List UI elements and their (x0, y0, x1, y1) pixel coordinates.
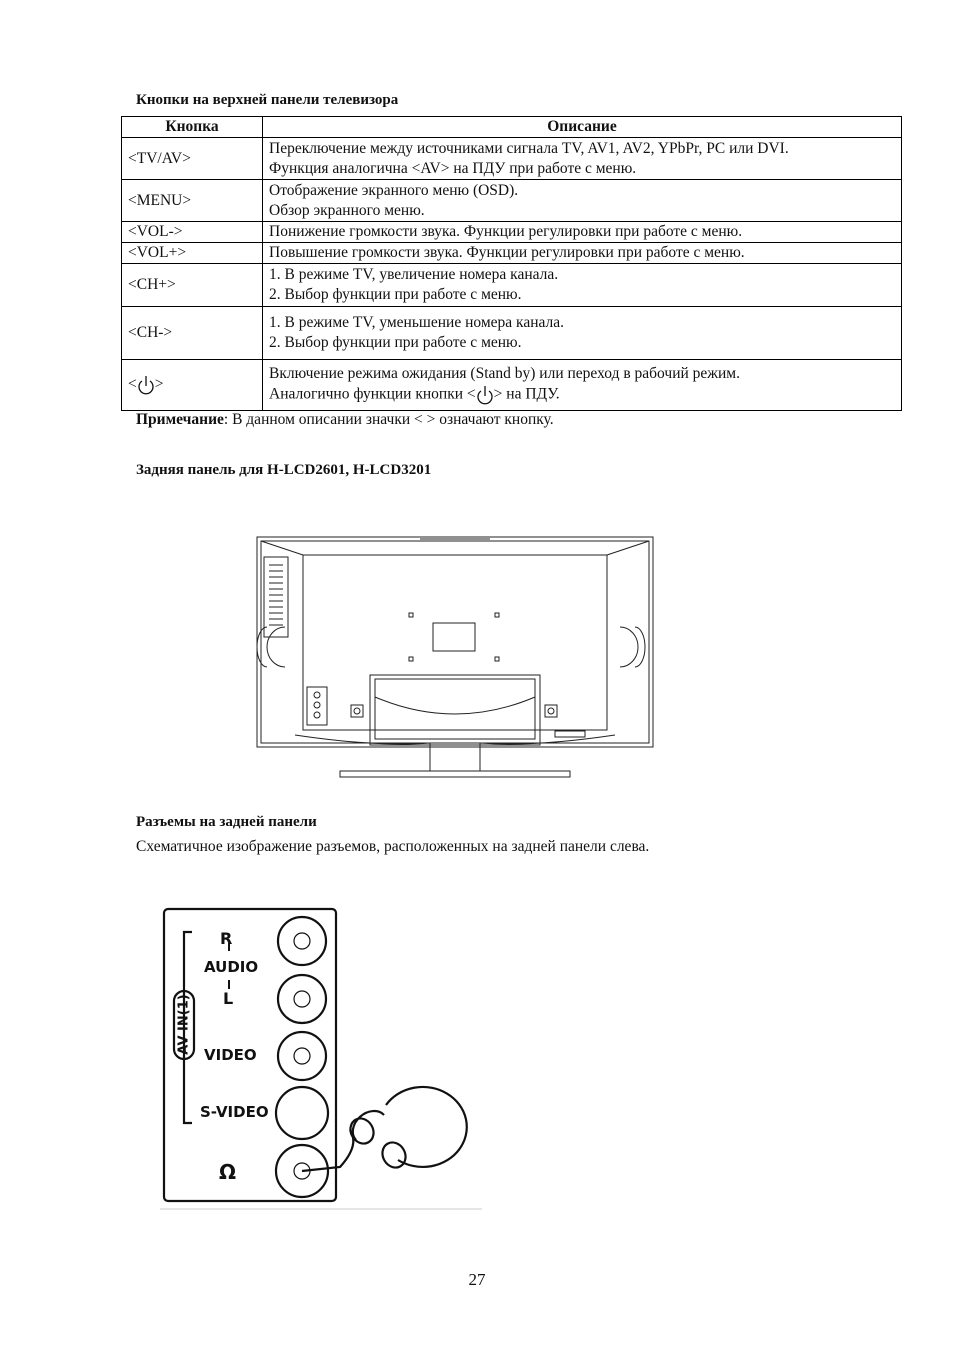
button-description (263, 180, 902, 222)
headphone-icon: Ω (219, 1160, 237, 1184)
description-line: 1. В режиме TV, уменьшение номера канала. (269, 314, 564, 331)
button-name: <VOL+> (122, 243, 263, 264)
power-icon (476, 384, 494, 406)
buttons-table (121, 116, 902, 411)
description-fragment: > на ПДУ. (493, 385, 560, 403)
note (136, 411, 554, 429)
section1-heading: Кнопки на верхней панели телевизора (136, 92, 399, 108)
description-line (269, 384, 895, 406)
button-name: <VOL-> (122, 222, 263, 243)
note-label: Примечание (136, 411, 224, 428)
note-text: : В данном описании значки < > означают кнопку. (223, 411, 554, 428)
button-description (263, 360, 902, 411)
button-description (263, 138, 902, 180)
button-description: Понижение громкости звука. Функции регулировки при работе с меню. (263, 222, 902, 243)
description-line: Функция аналогична <AV> на ПДУ при работе с меню. (269, 159, 637, 177)
col-header-description: Описание (263, 117, 902, 138)
button-name: <TV/AV> (122, 138, 263, 180)
button-name: <CH-> (122, 307, 263, 360)
button-description (263, 307, 902, 360)
description-line: 2. Выбор функции при работе с меню. (269, 286, 522, 303)
bracket-open: < (128, 375, 137, 393)
description-line: Переключение между источниками сигнала TV, AV1, AV2, YPbPr, PC или DVI. (269, 139, 789, 157)
button-name: <CH+> (122, 264, 263, 307)
button-name (122, 360, 263, 411)
description-line: 2. Выбор функции при работе с меню. (269, 334, 522, 351)
tv-rear-panel-image (255, 535, 660, 780)
button-description (263, 264, 902, 307)
table-row (122, 180, 902, 222)
section2-heading: Задняя панель для H-LCD2601, H-LCD3201 (136, 462, 432, 478)
table-row (122, 138, 902, 180)
description-line: 1. В режиме TV, увеличение номера канала. (269, 266, 559, 283)
col-header-button: Кнопка (122, 117, 263, 138)
table-row (122, 307, 902, 360)
label-r: R (220, 929, 233, 948)
section3-heading: Разъемы на задней панели (136, 814, 317, 830)
button-description: Повышение громкости звука. Функции регулировки при работе с меню. (263, 243, 902, 264)
table-row (122, 243, 902, 264)
table-row (122, 264, 902, 307)
label-audio: AUDIO (204, 958, 259, 976)
label-svideo: S-VIDEO (200, 1103, 269, 1121)
description-line: Обзор экранного меню. (269, 201, 425, 219)
section3-text: Схематичное изображение разъемов, расположенных на задней панели слева. (136, 838, 650, 855)
description-fragment: Аналогично функции кнопки < (269, 385, 476, 403)
page-number: 27 (468, 1270, 486, 1289)
connector-diagram (160, 905, 490, 1210)
table-row (122, 222, 902, 243)
table-row (122, 360, 902, 411)
button-name: <MENU> (122, 180, 263, 222)
bracket-close: > (154, 375, 164, 393)
label-video: VIDEO (204, 1046, 257, 1064)
description-line: Отображение экранного меню (OSD). (269, 181, 519, 199)
label-l: L (223, 989, 234, 1008)
description-line: Включение режима ожидания (Stand by) или переход в рабочий режим. (269, 365, 740, 382)
label-av-in: AV IN(1) (176, 994, 192, 1055)
power-icon (137, 374, 155, 396)
